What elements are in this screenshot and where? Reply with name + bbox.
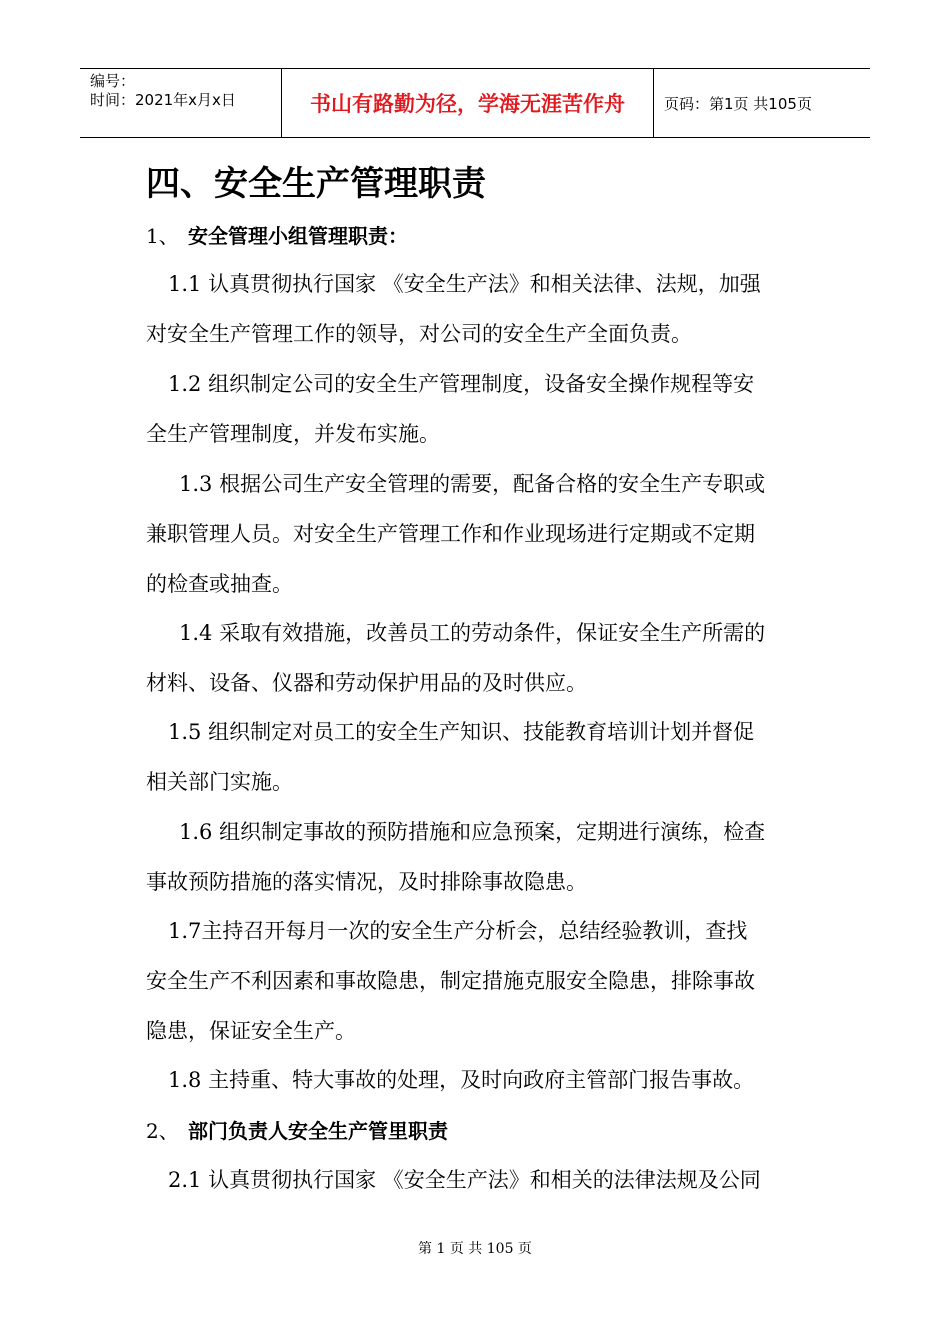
paragraph-line: 1.4 采取有效措施，改善员工的劳动条件，保证安全生产所需的 (179, 621, 766, 645)
paragraph-1-3 (146, 459, 806, 609)
section-title: 安全管理小组管理职责： (188, 224, 408, 248)
paragraph-line: 1.1 认真贯彻执行国家 《安全生产法》和相关法律、法规，加强 (168, 272, 761, 296)
paragraph-line: 1.7主持召开每月一次的安全生产分析会，总结经验教训，查找 (168, 919, 748, 943)
section-number: 2、 (146, 1119, 179, 1143)
paragraph-line: 1.3 根据公司生产安全管理的需要，配备合格的安全生产专职或 (179, 472, 766, 496)
paragraph-1-4 (146, 608, 806, 708)
paragraph-line: 隐患，保证安全生产。 (146, 1019, 356, 1043)
section-number: 1、 (146, 224, 179, 248)
paragraph-line: 2.1 认真贯彻执行国家 《安全生产法》和相关的法律法规及公同 (168, 1168, 761, 1192)
paragraph-line: 相关部门实施。 (146, 770, 293, 794)
section-heading-2 (146, 1116, 448, 1146)
paragraph-2-1 (146, 1155, 806, 1205)
page-title: 四、安全生产管理职责 (146, 164, 486, 204)
time-label: 时间：2021年x月x日 (90, 91, 236, 109)
paragraph-line: 材料、设备、仪器和劳动保护用品的及时供应。 (146, 671, 587, 695)
header-motto: 书山有路勤为径，学海无涯苦作舟 (282, 69, 654, 137)
paragraph-line: 1.5 组织制定对员工的安全生产知识、技能教育培训计划并督促 (168, 720, 755, 744)
header-page-info: 页码：第1页 共105页 (664, 94, 812, 113)
paragraph-line: 全生产管理制度，并发布实施。 (146, 422, 440, 446)
paragraph-line: 兼职管理人员。对安全生产管理工作和作业现场进行定期或不定期 (146, 522, 755, 546)
paragraph-line: 1.2 组织制定公司的安全生产管理制度，设备安全操作规程等安 (168, 372, 755, 396)
paragraph-line: 事故预防措施的落实情况，及时排除事故隐患。 (146, 870, 587, 894)
section-heading-1 (146, 221, 408, 251)
paragraph-1-1 (146, 259, 806, 359)
number-label: 编号： (90, 72, 136, 90)
header-meta (80, 69, 282, 137)
paragraph-1-6 (146, 807, 806, 907)
paragraph-line: 1.8 主持重、特大事故的处理，及时向政府主管部门报告事故。 (168, 1068, 755, 1092)
paragraph-1-2 (146, 359, 806, 459)
paragraph-line: 1.6 组织制定事故的预防措施和应急预案，定期进行演练，检查 (179, 820, 766, 844)
paragraph-line: 对安全生产管理工作的领导，对公司的安全生产全面负责。 (146, 322, 692, 346)
paragraph-1-5 (146, 707, 806, 807)
section-title: 部门负责人安全生产管里职责 (188, 1119, 448, 1143)
paragraph-line: 安全生产不利因素和事故隐患，制定措施克服安全隐患，排除事故 (146, 969, 755, 993)
paragraph-1-7 (146, 906, 806, 1056)
paragraph-1-8 (146, 1055, 806, 1105)
paragraph-line: 的检查或抽查。 (146, 572, 293, 596)
page-header (80, 68, 870, 138)
page-footer: 第 1 页 共 105 页 (418, 1241, 532, 1257)
